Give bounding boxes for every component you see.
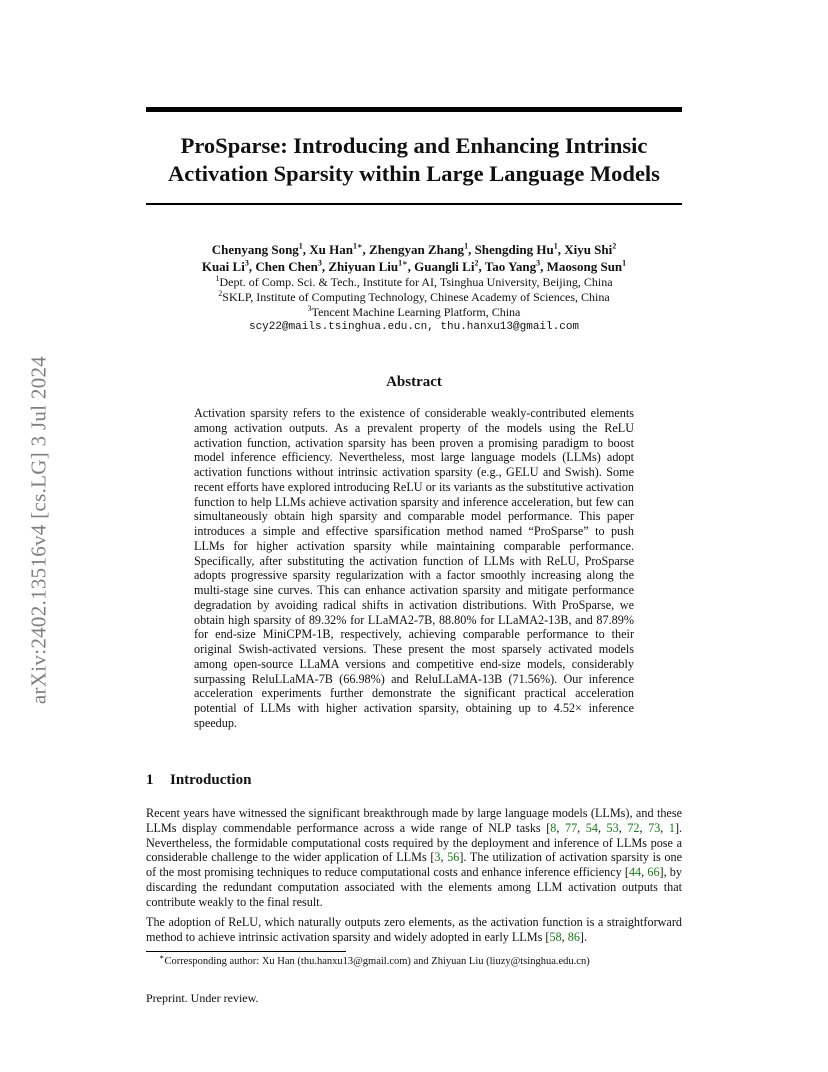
- citation-link[interactable]: 56: [447, 850, 460, 865]
- title-bottom-rule: [146, 203, 682, 205]
- paragraph-text: ,: [639, 820, 649, 835]
- author-name: Kuai Li: [201, 259, 245, 274]
- author-name: Chenyang Song: [211, 242, 299, 257]
- section-title: Introduction: [170, 772, 252, 788]
- paragraph-text: ,: [577, 820, 586, 835]
- citation-link[interactable]: 44: [628, 865, 642, 879]
- author-affiliation-mark: 1∗: [398, 258, 408, 268]
- abstract-heading: Abstract: [386, 374, 442, 390]
- paragraph-text: The adoption of ReLU, which naturally outputs zero elements, as the activation function is a straightforward method to achieve intrinsic activation sparsity and widely adopted in early LLMs [: [146, 915, 682, 944]
- section-number: 1: [146, 772, 154, 788]
- author-name: Xu Han: [309, 242, 354, 257]
- author-affiliation-mark: 2: [612, 241, 617, 251]
- footnote-rule: [146, 951, 346, 952]
- citation-link[interactable]: 86: [567, 929, 580, 944]
- author-affiliation-mark: 2: [474, 258, 479, 268]
- abstract-text: Activation sparsity refers to the existence of considerable weakly-contributed elements among activation outputs. As a prevalent property of the models using the ReLU activation function, activation sparsity has been proven a promising paradigm to boost model inference efficiency. Nevertheless, most large language models (LLMs) adopt activation functions without intrinsic activation sparsity (e.g., GELU and Swish). Some recent efforts have explored introducing ReLU or its variants as the substitutive activation function to help LLMs achieve activation sparsity and inference acceleration, but few can simultaneously obtain high sparsity and comparable model performance. This paper introduces a simple and effective sparsification method named “ProSparse” to push LLMs for higher activation sparsity while maintaining comparable performance. Specifically, after substituting the activation function of LLMs with ReLU, ProSparse adopts progressive sparsity regularization with a factor smoothly increasing along the multi-stage sine curves. This can enhance activation sparsity and mitigate performance degradation by avoiding radical shifts in activation distributions. With ProSparse, we obtain high sparsity of 89.32% for LLaMA2-7B, 88.80% for LLaMA2-13B, and 87.89% for end-size MiniCPM-1B, respectively, achieving comparable performance to their original Swish-activated versions. These present the most sparsely activated models among open-source LLaMA versions and competitive end-size models, considerably surpassing ReluLLaMA-7B (66.98%) and ReluLLaMA-13B (71.56%). Our inference acceleration experiments further demonstrate the significant practical acceleration potential of LLMs with higher activation sparsity, obtaining up to 4.52× inference speedup.: [194, 406, 634, 730]
- author-affiliation-mark: 3: [244, 258, 249, 268]
- paragraph-text: ,: [556, 820, 565, 835]
- intro-paragraph-1: [146, 806, 682, 909]
- paragraph-text: ]. The utilization of activation sparsity is one of the most promising techniques to reduce computational costs and enhance inference efficiency [: [146, 850, 682, 879]
- paragraph-text: ,: [618, 820, 628, 835]
- paragraph-text: ,: [440, 850, 448, 865]
- section-heading: [146, 772, 682, 789]
- affiliation-mark: 3: [307, 304, 312, 313]
- paragraph-text: ,: [641, 865, 648, 879]
- intro-paragraph-2: [146, 915, 682, 945]
- citation-link[interactable]: 3: [434, 850, 441, 865]
- title-top-rule: [146, 107, 682, 112]
- author-name: Guangli Li: [414, 259, 475, 274]
- author-affiliation-mark: 1∗: [353, 241, 363, 251]
- citation-link[interactable]: 72: [627, 820, 640, 835]
- arxiv-id: arXiv:2402.13516v4 [cs.LG] 3 Jul 2024: [26, 355, 51, 705]
- citation-link[interactable]: 1: [668, 820, 675, 835]
- paragraph-text: ], by discarding the redundant computation associated with the elements among LLM activation outputs that contribute weakly to the final result.: [146, 865, 682, 909]
- footnote-mark: ∗: [159, 952, 165, 962]
- footnote-text: Corresponding author: Xu Han (thu.hanxu13@gmail.com) and Zhiyuan Liu (liuzy@tsinghua.edu.cn): [164, 956, 590, 967]
- citation-link[interactable]: 8: [550, 820, 557, 835]
- paragraph-text: ].: [579, 929, 588, 944]
- affiliation-mark: 1: [215, 274, 220, 283]
- author-affiliation-mark: 3: [317, 258, 322, 268]
- footnote: [159, 952, 682, 968]
- author-name: Chen Chen: [255, 259, 318, 274]
- author-name: Shengding Hu: [474, 242, 554, 257]
- author-list: Chenyang Song$^1$, Xu Han$^{1∗}$, Zhengyan Zhang$^1$, Shengding Hu$^1$, Xiyu Shi$^2$ Kuai Li$^3$, Chen Chen$^3$, Zhiyuan Liu$^{1∗}$, Guangli Li$^2$, Tao Yang$^3$, Maosong Sun$^1$: [201, 241, 627, 274]
- affiliations: [146, 275, 682, 335]
- citation-link[interactable]: 58: [549, 929, 562, 944]
- citation-link[interactable]: 53: [606, 820, 619, 835]
- affiliation-line: [146, 305, 682, 320]
- citation-link[interactable]: 54: [585, 820, 598, 835]
- affiliation-text: Tencent Machine Learning Platform, China: [311, 305, 521, 319]
- author-name: Zhengyan Zhang: [369, 242, 465, 257]
- affiliation-line: [146, 275, 682, 290]
- paragraph-text: ,: [660, 820, 669, 835]
- paragraph-text: ,: [561, 929, 568, 944]
- citation-link[interactable]: 77: [564, 820, 578, 835]
- author-affiliation-mark: 1: [622, 258, 627, 268]
- affiliation-list: [146, 275, 682, 320]
- author-name: Xiyu Shi: [564, 242, 613, 257]
- citation-link[interactable]: 73: [648, 820, 661, 835]
- email-line: scy22@mails.tsinghua.edu.cn, thu.hanxu13@gmail.com: [248, 321, 580, 333]
- author-affiliation-mark: 1: [464, 241, 469, 251]
- paper-title: ProSparse: Introducing and Enhancing Intrinsic Activation Sparsity within Large Language Models: [168, 133, 660, 186]
- citation-link[interactable]: 66: [647, 865, 660, 879]
- paragraph-text: ,: [597, 820, 607, 835]
- affiliation-text: Dept. of Comp. Sci. & Tech., Institute for AI, Tsinghua University, Beijing, China: [219, 275, 613, 289]
- paragraph-text: Recent years have witnessed the significant breakthrough made by large language models (LLMs), and these LLMs display commendable performance across a wide range of NLP tasks [: [146, 806, 682, 835]
- paragraph-text: ]. Nevertheless, the formidable computational costs required by the deployment and inference of LLMs pose a considerable challenge to the wider application of LLMs [: [146, 820, 683, 865]
- author-affiliation-mark: 3: [536, 258, 541, 268]
- author-name: Tao Yang: [484, 259, 537, 274]
- author-affiliation-mark: 1: [298, 241, 303, 251]
- preprint-note: Preprint. Under review.: [146, 991, 259, 1005]
- affiliation-text: SKLP, Institute of Computing Technology, Chinese Academy of Sciences, China: [222, 290, 610, 304]
- affiliation-line: [146, 290, 682, 305]
- author-name: Maosong Sun: [546, 259, 623, 274]
- author-affiliation-mark: 1: [553, 241, 558, 251]
- author-name: Zhiyuan Liu: [328, 259, 399, 274]
- affiliation-mark: 2: [218, 289, 223, 298]
